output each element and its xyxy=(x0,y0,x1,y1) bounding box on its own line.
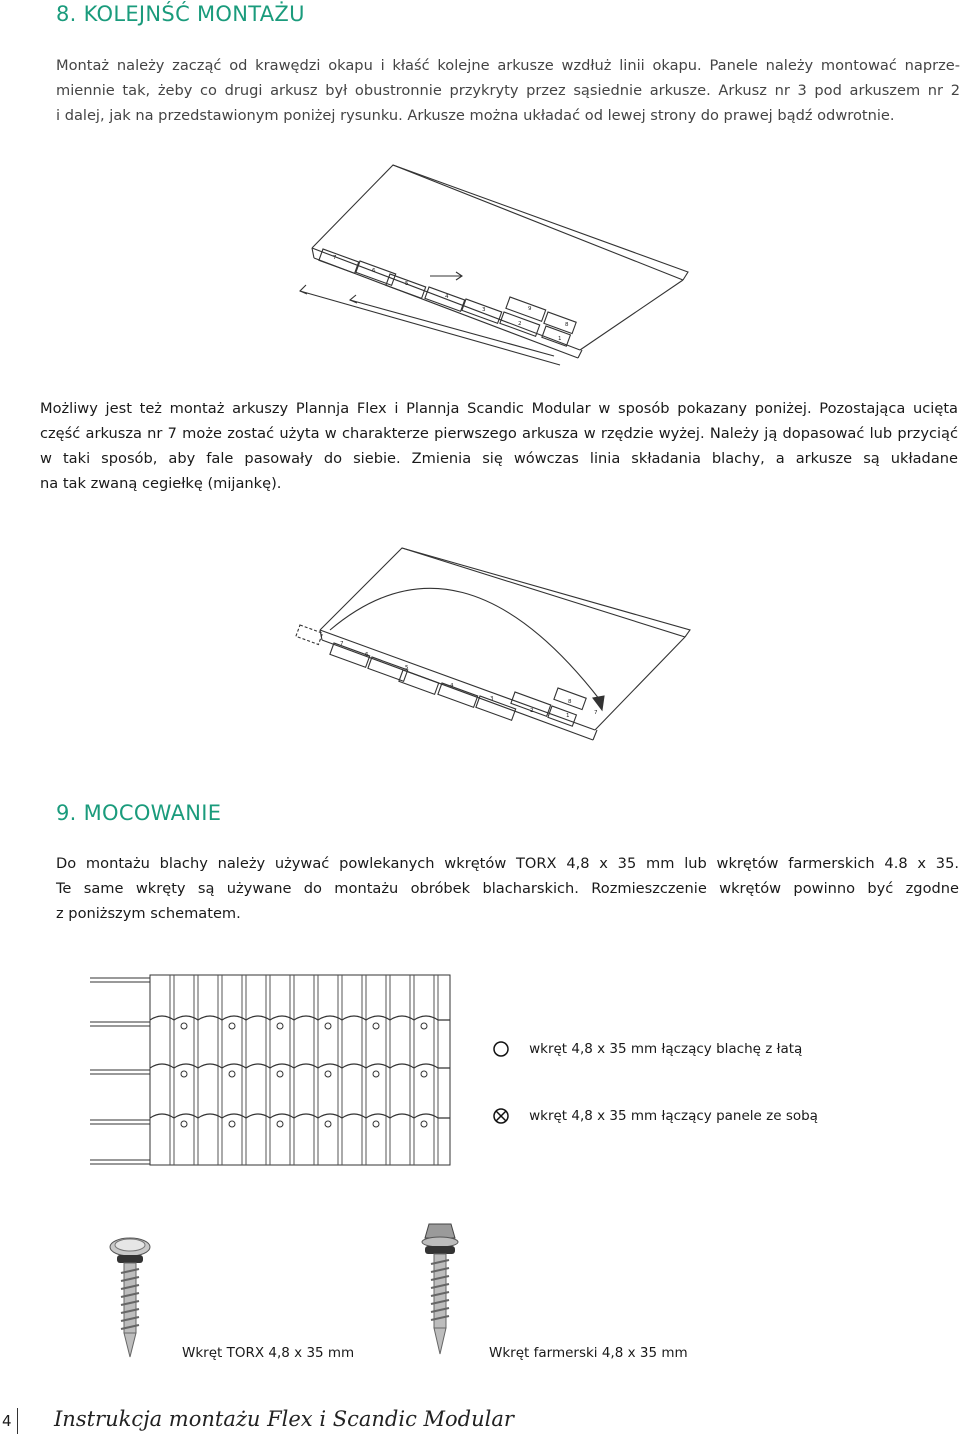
legend-item-panel-screw xyxy=(492,1105,818,1125)
paragraph-line: miennie tak, żeby co drugi arkusz był obustronnie przykryty przez sąsiednie arkusze. Arkusz nr 3 pod arkuszem nr 2 xyxy=(56,82,960,99)
paragraph-line: Montaż należy zacząć od krawędzi okapu i kłaść kolejne arkusze wzdłuż linii okapu. Panele należy montować naprze- xyxy=(56,57,960,74)
section-paragraph xyxy=(56,851,959,926)
sheet-label: 3 xyxy=(482,307,486,313)
section-heading: 9. MOCOWANIE xyxy=(56,801,222,825)
section-paragraph-2 xyxy=(40,396,958,496)
sheet-label: 1 xyxy=(566,713,570,719)
paragraph-line: część arkusza nr 7 może zostać użyta w charakterze pierwszego arkusza w rzędzie wyżej. Należy ją dopasować lub przyciąć xyxy=(40,425,958,442)
sheet-label: 2 xyxy=(518,321,522,327)
sheet-label: 5 xyxy=(405,281,409,287)
sheet-label: 7 xyxy=(340,641,344,647)
roof-diagram-1 xyxy=(290,160,700,370)
paragraph-line: na tak zwaną cegiełkę (mijankę). xyxy=(40,475,282,492)
sheet-label: 6 xyxy=(365,652,369,658)
sheet-label: 4 xyxy=(450,683,454,689)
paragraph-line: z poniższym schematem. xyxy=(56,905,241,922)
sheet-label: 9 xyxy=(528,306,532,312)
torx-screw-image xyxy=(105,1225,155,1365)
sheet-label: 7 xyxy=(333,255,337,261)
section-paragraph xyxy=(56,53,960,128)
legend-text: wkręt 4,8 x 35 mm łączący blachę z łatą xyxy=(529,1040,803,1057)
page-number: 4 xyxy=(2,1412,12,1430)
paragraph-line: Te same wkręty są używane do montażu obróbek blacharskich. Rozmieszczenie wkrętów powinno być zgodne xyxy=(56,880,959,897)
sheet-label: 3 xyxy=(490,696,494,702)
sheet-label: 4 xyxy=(445,294,449,300)
farmer-screw-image xyxy=(415,1220,465,1360)
sheet-label: 1 xyxy=(558,336,562,342)
sheet-label: 8 xyxy=(565,322,569,328)
paragraph-line: Do montażu blachy należy używać powlekanych wkrętów TORX 4,8 x 35 mm lub wkrętów farmerskich 4.8 x 35. xyxy=(56,855,959,872)
screw-caption: Wkręt farmerski 4,8 x 35 mm xyxy=(489,1345,688,1361)
footer-title: Instrukcja montażu Flex i Scandic Modular xyxy=(54,1407,514,1431)
sheet-label: 5 xyxy=(405,665,409,671)
crossed-circle-icon xyxy=(492,1107,510,1125)
panel-schematic xyxy=(90,970,470,1170)
sheet-label: 7 xyxy=(594,710,598,716)
circle-icon xyxy=(492,1040,510,1058)
legend-text: wkręt 4,8 x 35 mm łączący panele ze sobą xyxy=(529,1107,818,1124)
sheet-label: 6 xyxy=(372,268,376,274)
screw-caption: Wkręt TORX 4,8 x 35 mm xyxy=(182,1345,355,1361)
section-heading: 8. KOLEJNŚĆ MONTAŻU xyxy=(56,2,305,26)
legend-item-batten-screw xyxy=(492,1038,802,1058)
sheet-label: 2 xyxy=(530,708,534,714)
footer-divider xyxy=(17,1408,18,1434)
paragraph-line: w taki sposób, aby fale pasowały do siebie. Zmienia się wówczas linia składania blachy, a arkusze są układane xyxy=(40,450,958,467)
roof-diagram-2 xyxy=(290,540,710,760)
paragraph-line: Możliwy jest też montaż arkuszy Plannja Flex i Plannja Scandic Modular w sposób pokazany poniżej. Pozostająca ucięta xyxy=(40,400,958,417)
sheet-label: 8 xyxy=(568,699,572,705)
paragraph-line: i dalej, jak na przedstawionym poniżej rysunku. Arkusze można układać od lewej strony do prawej bądź odwrotnie. xyxy=(56,107,895,124)
